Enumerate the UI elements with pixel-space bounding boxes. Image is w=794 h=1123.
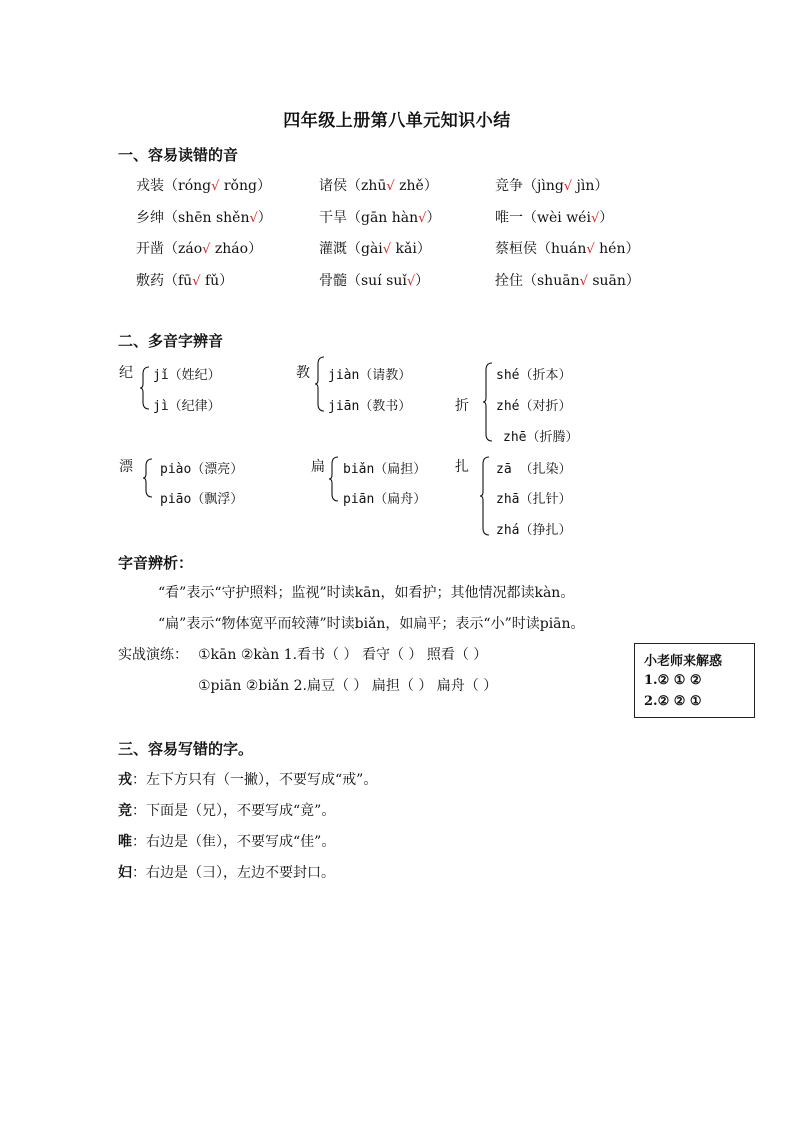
confusing-char-note: ：右边是（彐），左边不要封口。 — [132, 865, 335, 881]
misread-item — [136, 270, 233, 290]
analysis-heading: 字音辨析： — [118, 554, 194, 572]
polyphone-jiao-char: 教 — [296, 365, 310, 381]
misread-word: 乡绅（shēn shěn — [136, 210, 250, 226]
polyphone-piao-char: 漂 — [119, 459, 133, 475]
polyphone-zha-char: 扎 — [455, 459, 469, 475]
misread-word: 敷药（fū — [136, 273, 193, 289]
misread-rest: hén） — [594, 241, 640, 257]
confusing-char-note: ：左下方只有（一撇），不要写成“戒”。 — [132, 772, 378, 788]
polyphone-bian-char: 扁 — [311, 459, 325, 475]
misread-word: 拴住（shuān — [495, 273, 580, 289]
practice-row-2: ①piān ②biǎn 2.扁豆（ ） 扁担（ ） 扁舟（ ） — [198, 678, 498, 694]
polyphone-zhe-r2: zhé（对折） — [496, 399, 572, 414]
misread-item — [319, 207, 440, 227]
practice-row-1: ①kān ②kàn 1.看书（ ） 看守（ ） 照看（ ） — [198, 647, 488, 663]
brace-bian — [328, 456, 340, 502]
misread-word: 灌溉（gài — [319, 241, 383, 257]
misread-rest: ） — [426, 210, 441, 226]
polyphone-zhe-r3: zhē（折腾） — [503, 430, 579, 445]
practice-label: 实战演练： — [118, 647, 188, 663]
polyphone-ji-r2: jì（纪律） — [153, 399, 221, 414]
confusing-char-item — [118, 862, 335, 882]
check-mark-icon: √ — [586, 242, 595, 257]
misread-item — [495, 207, 613, 227]
answer-line-2: 2.② ② ① — [644, 694, 702, 709]
polyphone-zhe-char: 折 — [455, 398, 469, 414]
misread-word: 蔡桓侯（huán — [495, 241, 587, 257]
misread-rest: ） — [415, 273, 430, 289]
misread-item — [319, 270, 429, 290]
misread-rest: rǒng） — [219, 178, 271, 194]
polyphone-zha-r2: zhā（扎针） — [496, 492, 572, 507]
confusing-char: 妇 — [118, 865, 132, 881]
check-mark-icon: √ — [192, 274, 201, 289]
misread-item — [495, 270, 640, 290]
misread-word: 竞争（jìng — [495, 178, 564, 194]
polyphone-zhe-r1: shé（折本） — [496, 368, 572, 383]
misread-item — [136, 207, 272, 227]
section3-heading: 三、容易写错的字。 — [118, 740, 254, 758]
check-mark-icon: √ — [386, 179, 395, 194]
misread-word: 开凿（záo — [136, 241, 203, 257]
confusing-char-item — [118, 800, 335, 820]
brace-zhe — [482, 362, 494, 442]
misread-rest: zháo） — [210, 241, 263, 257]
misread-word: 干旱（gān hàn — [319, 210, 419, 226]
misread-word: 诸侯（zhū — [319, 178, 387, 194]
check-mark-icon: √ — [202, 242, 211, 257]
misread-rest: fǔ） — [200, 273, 234, 289]
confusing-char: 唯 — [118, 834, 132, 850]
check-mark-icon: √ — [590, 211, 600, 226]
confusing-char-note: ：下面是（兄），不要写成“竟”。 — [132, 803, 336, 819]
polyphone-piao-r2: piāo（飘浮） — [160, 492, 244, 507]
polyphone-bian-r1: biǎn（扁担） — [343, 462, 427, 477]
analysis-line-bian: “扁”表示“物体宽平而较薄”时读biǎn，如扁平；表示“小”时读piān。 — [158, 616, 585, 632]
check-mark-icon: √ — [579, 274, 588, 289]
brace-jiao — [314, 356, 326, 412]
misread-item — [319, 238, 431, 258]
misread-item — [495, 238, 639, 258]
confusing-char-note: ：右边是（隹），不要写成“佳”。 — [132, 834, 336, 850]
section1-heading: 一、容易读错的音 — [118, 146, 239, 164]
polyphone-jiao-r2: jiān（教书） — [328, 399, 412, 414]
polyphone-bian-r2: piān（扁舟） — [343, 492, 427, 507]
polyphone-piao-r1: piào（漂亮） — [160, 462, 244, 477]
check-mark-icon: √ — [406, 274, 416, 289]
answer-box-title: 小老师来解惑 — [644, 654, 723, 669]
check-mark-icon: √ — [211, 179, 220, 194]
misread-item — [136, 238, 262, 258]
check-mark-icon: √ — [418, 211, 427, 226]
polyphone-ji-r1: jǐ（姓纪） — [153, 368, 221, 383]
misread-word: 唯一（wèi wéi — [495, 210, 591, 226]
check-mark-icon: √ — [249, 211, 258, 226]
confusing-char-item — [118, 769, 377, 789]
misread-item — [136, 175, 271, 195]
confusing-char: 竞 — [118, 803, 132, 819]
answer-box — [634, 643, 755, 718]
misread-word: 骨髓（suí suǐ — [319, 273, 407, 289]
polyphone-zha-r1: zā （扎染） — [496, 462, 572, 477]
misread-rest: suān） — [587, 273, 640, 289]
check-mark-icon: √ — [563, 179, 573, 194]
polyphone-zha-r3: zhá（挣扎） — [496, 523, 572, 538]
misread-item — [495, 175, 608, 195]
misread-rest: ） — [599, 210, 614, 226]
misread-item — [319, 175, 438, 195]
analysis-line-kan: “看”表示“守护照料；监视”时读kān，如看护；其他情况都读kàn。 — [158, 585, 575, 601]
misread-rest: kǎi） — [391, 241, 431, 257]
misread-rest: jìn） — [572, 178, 609, 194]
section2-heading: 二、多音字辨音 — [118, 332, 224, 350]
misread-rest: ） — [257, 210, 272, 226]
brace-zha — [479, 456, 491, 536]
brace-ji — [139, 366, 151, 410]
polyphone-ji-char: 纪 — [119, 365, 133, 381]
answer-line-1: 1.② ① ② — [644, 673, 702, 688]
page-title: 四年级上册第八单元知识小结 — [283, 111, 511, 131]
confusing-char-item — [118, 831, 335, 851]
confusing-char: 戎 — [118, 772, 132, 788]
misread-word: 戎装（róng — [136, 178, 212, 194]
polyphone-jiao-r1: jiàn（请教） — [328, 368, 412, 383]
brace-piao — [142, 458, 154, 498]
misread-rest: zhě） — [394, 178, 438, 194]
check-mark-icon: √ — [382, 242, 392, 257]
